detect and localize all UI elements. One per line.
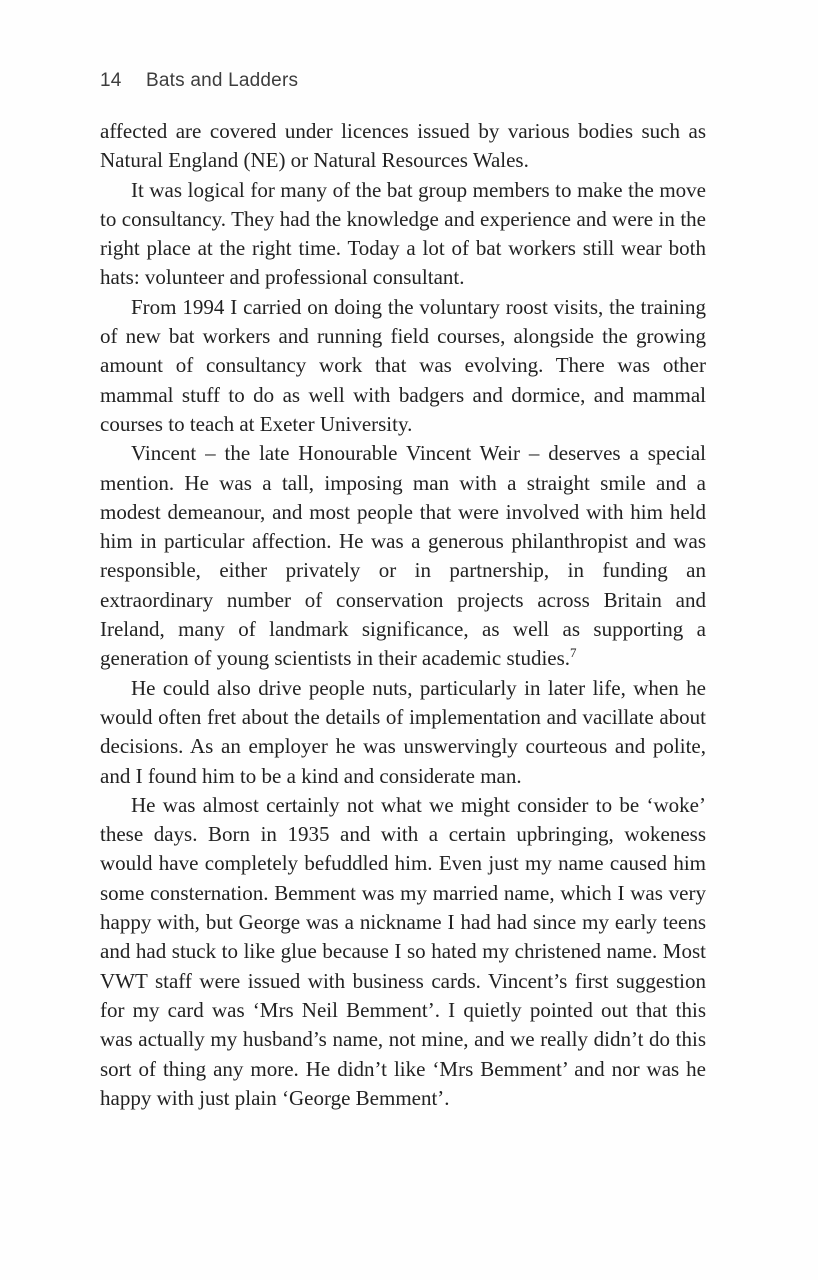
running-header [100,70,298,92]
page-number: 14 [100,70,122,91]
paragraph: It was logical for many of the bat group members to make the move to consultancy. They had the knowledge and experience and were in the right place at the right time. Today a lot of bat workers still wear both hats: volunteer and professional consultant. [100,177,706,290]
running-title: Bats and Ladders [146,70,299,91]
footnote-ref: 7 [570,645,577,661]
paragraph: Vincent – the late Honourable Vincent Weir – deserves a special mention. He was a tall, imposing man with a straight smile and a modest demeanour, and most people that were involved with him held him in particular affection. He was a generous philanthropist and was responsible, either privately or in partnership, in funding an extraordinary number of conservation projects across Britain and Ireland, many of landmark significance, as well as supporting a generation of young scientists in their academic studies.$^7$ [100,441,706,671]
paragraph: affected are covered under licences issued by various bodies such as Natural England (NE) or Natural Resources Wales. [100,119,706,173]
paragraph: He was almost certainly not what we might consider to be ‘woke’ these days. Born in 1935 and with a certain upbringing, wokeness would have completely befuddled him. Even just my name caused him some consternation. Bemment was my married name, which I was very happy with, but George was a nickname I had had since my early teens and had stuck to like glue because I so hated my christened name. Most VWT staff were issued with business cards. Vincent’s first suggestion for my card was ‘Mrs Neil Bemment’. I quietly pointed out that this was actually my husband’s name, not mine, and we really didn’t do this sort of thing any more. He didn’t like ‘Mrs Bemment’ and nor was he happy with just plain ‘George Bemment’. [100,792,706,1110]
paragraph: From 1994 I carried on doing the voluntary roost visits, the training of new bat workers and running field courses, alongside the growing amount of consultancy work that was evolving. There was other mammal stuff to do as well with badgers and dormice, and mammal courses to teach at Exeter University. [100,294,706,436]
page-body-text [100,117,706,1113]
paragraph: He could also drive people nuts, particularly in later life, when he would often fret about the details of implementation and vacillate about decisions. As an employer he was unswervingly courteous and polite, and I found him to be a kind and considerate man. [100,675,706,788]
